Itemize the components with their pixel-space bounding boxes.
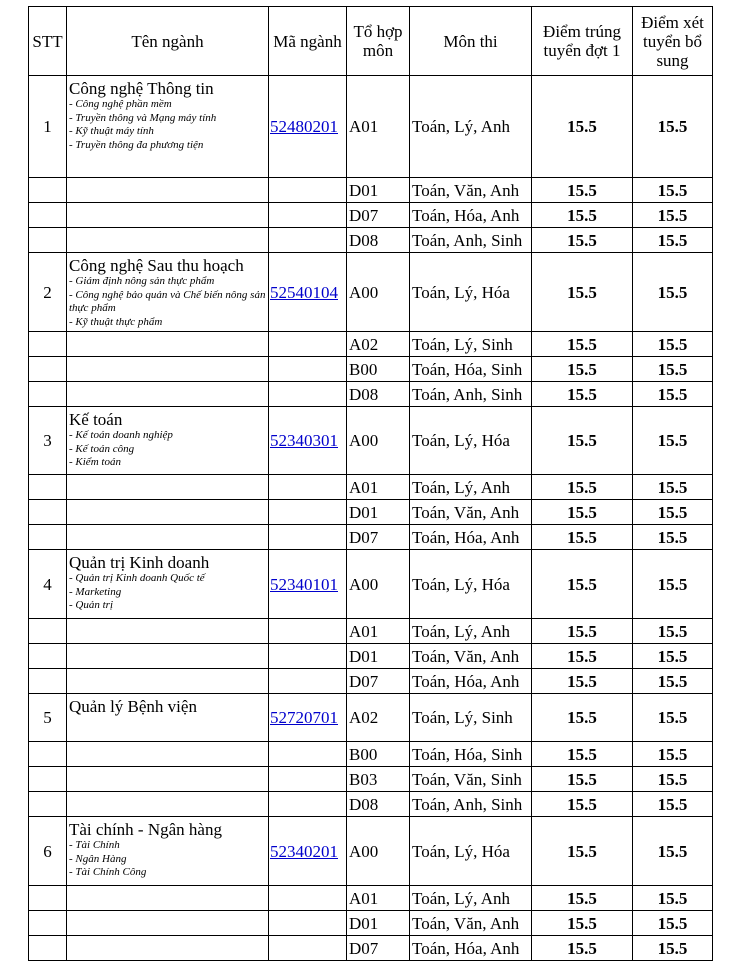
table-row (29, 382, 713, 407)
stt-cell-empty (29, 911, 67, 936)
subjects-cell: Toán, Lý, Anh (410, 76, 532, 178)
major-code-cell-empty (269, 203, 347, 228)
major-name-cell-empty (67, 767, 269, 792)
specialization-item: - Tài Chính (69, 839, 120, 851)
major-name-cell-empty (67, 382, 269, 407)
table-row (29, 644, 713, 669)
table-row (29, 253, 713, 332)
major-name-cell-empty (67, 332, 269, 357)
major-name-cell-empty (67, 525, 269, 550)
major-name-cell (67, 407, 269, 475)
stt-cell-empty (29, 669, 67, 694)
major-name: Công nghệ Sau thu hoạch (69, 256, 244, 275)
major-code-cell-empty (269, 767, 347, 792)
combo-cell: A00 (347, 550, 410, 619)
stt-cell-empty (29, 228, 67, 253)
major-code-cell-empty (269, 742, 347, 767)
score-round1-cell: 15.5 (532, 742, 633, 767)
stt-cell: 1 (29, 76, 67, 178)
table-row (29, 886, 713, 911)
combo-cell: A02 (347, 694, 410, 742)
table-row (29, 817, 713, 886)
major-code-cell-empty (269, 178, 347, 203)
specialization-item: - Kiểm toán (69, 456, 121, 468)
header-combo: Tổ hợp môn (347, 7, 410, 76)
subjects-cell: Toán, Văn, Anh (410, 911, 532, 936)
major-code-cell-empty (269, 382, 347, 407)
major-code-link[interactable]: 52540104 (270, 282, 338, 302)
combo-cell: D01 (347, 911, 410, 936)
major-name-cell-empty (67, 500, 269, 525)
table-row (29, 475, 713, 500)
score-supplement-cell: 15.5 (633, 253, 713, 332)
score-supplement-cell: 15.5 (633, 911, 713, 936)
subjects-cell: Toán, Hóa, Sinh (410, 357, 532, 382)
score-round1-cell: 15.5 (532, 669, 633, 694)
header-subjects: Môn thi (410, 7, 532, 76)
subjects-cell: Toán, Văn, Sinh (410, 767, 532, 792)
subjects-cell: Toán, Anh, Sinh (410, 382, 532, 407)
major-code-cell-empty (269, 619, 347, 644)
score-supplement-cell: 15.5 (633, 792, 713, 817)
subjects-cell: Toán, Lý, Anh (410, 475, 532, 500)
major-name-cell-empty (67, 669, 269, 694)
stt-cell-empty (29, 886, 67, 911)
score-round1-cell: 15.5 (532, 76, 633, 178)
major-code-cell (269, 76, 347, 178)
major-name-cell (67, 817, 269, 886)
score-supplement-cell: 15.5 (633, 525, 713, 550)
score-supplement-cell: 15.5 (633, 936, 713, 961)
combo-cell: A00 (347, 253, 410, 332)
stt-cell: 3 (29, 407, 67, 475)
score-supplement-cell: 15.5 (633, 76, 713, 178)
major-code-cell-empty (269, 228, 347, 253)
combo-cell: D01 (347, 644, 410, 669)
major-code-cell (269, 817, 347, 886)
score-round1-cell: 15.5 (532, 767, 633, 792)
stt-cell: 6 (29, 817, 67, 886)
table-row (29, 357, 713, 382)
score-supplement-cell: 15.5 (633, 500, 713, 525)
specialization-item: - Giám định nông sản thực phẩm (69, 275, 215, 287)
major-name-cell-empty (67, 203, 269, 228)
header-code: Mã ngành (269, 7, 347, 76)
table-row (29, 550, 713, 619)
score-round1-cell: 15.5 (532, 203, 633, 228)
major-code-cell (269, 253, 347, 332)
major-name-cell-empty (67, 619, 269, 644)
major-code-cell-empty (269, 500, 347, 525)
major-code-link[interactable]: 52480201 (270, 117, 338, 136)
stt-cell-empty (29, 382, 67, 407)
major-name-cell-empty (67, 936, 269, 961)
stt-cell: 2 (29, 253, 67, 332)
major-code-link[interactable]: 52340301 (270, 431, 338, 450)
specialization-item: - Marketing (69, 585, 122, 598)
header-stt: STT (29, 7, 67, 76)
subjects-cell: Toán, Anh, Sinh (410, 792, 532, 817)
major-code-cell-empty (269, 936, 347, 961)
table-row (29, 619, 713, 644)
score-supplement-cell: 15.5 (633, 228, 713, 253)
header-score-supplement: Điểm xét tuyển bổ sung (633, 7, 713, 76)
specialization-item: - Công nghệ phần mềm (69, 98, 172, 110)
combo-cell: A01 (347, 886, 410, 911)
specialization-item: - Kỹ thuật máy tính (69, 125, 154, 137)
major-code-cell (269, 407, 347, 475)
table-row (29, 407, 713, 475)
score-round1-cell: 15.5 (532, 382, 633, 407)
stt-cell-empty (29, 644, 67, 669)
table-row (29, 178, 713, 203)
score-round1-cell: 15.5 (532, 911, 633, 936)
score-supplement-cell: 15.5 (633, 550, 713, 619)
major-name-cell (67, 550, 269, 619)
admission-scores-table (28, 6, 713, 961)
major-code-cell-empty (269, 475, 347, 500)
major-name: Quản lý Bệnh viện (69, 697, 197, 716)
subjects-cell: Toán, Văn, Anh (410, 178, 532, 203)
major-name: Quản trị Kinh doanh (69, 553, 210, 572)
score-supplement-cell: 15.5 (633, 817, 713, 886)
table-row (29, 742, 713, 767)
stt-cell-empty (29, 619, 67, 644)
major-name-cell (67, 694, 269, 742)
score-supplement-cell: 15.5 (633, 407, 713, 475)
specialization-item: - Kỹ thuật thực phẩm (69, 315, 163, 328)
stt-cell-empty (29, 475, 67, 500)
subjects-cell: Toán, Lý, Sinh (410, 332, 532, 357)
subjects-cell: Toán, Hóa, Anh (410, 203, 532, 228)
table-row (29, 694, 713, 742)
subjects-cell: Toán, Văn, Anh (410, 500, 532, 525)
score-supplement-cell: 15.5 (633, 767, 713, 792)
specialization-item: - Kế toán doanh nghiệp (69, 429, 173, 441)
combo-cell: B00 (347, 357, 410, 382)
table-row (29, 669, 713, 694)
combo-cell: D01 (347, 178, 410, 203)
major-code-cell-empty (269, 644, 347, 669)
combo-cell: D08 (347, 382, 410, 407)
major-name-cell-empty (67, 178, 269, 203)
subjects-cell: Toán, Anh, Sinh (410, 228, 532, 253)
major-code-cell (269, 550, 347, 619)
stt-cell-empty (29, 178, 67, 203)
major-name: Công nghệ Thông tin (69, 79, 214, 98)
score-supplement-cell: 15.5 (633, 332, 713, 357)
stt-cell-empty (29, 203, 67, 228)
specialization-item: - Ngân Hàng (69, 852, 127, 865)
score-supplement-cell: 15.5 (633, 886, 713, 911)
combo-cell: A00 (347, 817, 410, 886)
score-supplement-cell: 15.5 (633, 382, 713, 407)
major-code-cell-empty (269, 911, 347, 936)
score-supplement-cell: 15.5 (633, 357, 713, 382)
subjects-cell: Toán, Lý, Anh (410, 886, 532, 911)
major-name: Kế toán (69, 410, 123, 429)
major-name-cell-empty (67, 911, 269, 936)
combo-cell: A01 (347, 76, 410, 178)
score-round1-cell: 15.5 (532, 253, 633, 332)
score-supplement-cell: 15.5 (633, 619, 713, 644)
header-row (29, 7, 713, 76)
subjects-cell: Toán, Lý, Anh (410, 619, 532, 644)
combo-cell: A00 (347, 407, 410, 475)
subjects-cell: Toán, Văn, Anh (410, 644, 532, 669)
stt-cell-empty (29, 500, 67, 525)
combo-cell: D07 (347, 203, 410, 228)
major-code-link[interactable]: 52340201 (270, 841, 338, 861)
subjects-cell: Toán, Lý, Hóa (410, 407, 532, 475)
table-row (29, 332, 713, 357)
header-name: Tên ngành (67, 7, 269, 76)
stt-cell-empty (29, 742, 67, 767)
score-round1-cell: 15.5 (532, 817, 633, 886)
major-code-cell-empty (269, 357, 347, 382)
major-code-cell-empty (269, 792, 347, 817)
score-round1-cell: 15.5 (532, 475, 633, 500)
score-supplement-cell: 15.5 (633, 178, 713, 203)
major-code-cell-empty (269, 332, 347, 357)
major-code-cell (269, 694, 347, 742)
table-row (29, 76, 713, 178)
score-round1-cell: 15.5 (532, 357, 633, 382)
major-code-cell-empty (269, 669, 347, 694)
subjects-cell: Toán, Lý, Sinh (410, 694, 532, 742)
major-name: Tài chính - Ngân hàng (69, 820, 222, 839)
subjects-cell: Toán, Hóa, Anh (410, 669, 532, 694)
combo-cell: D07 (347, 525, 410, 550)
stt-cell-empty (29, 525, 67, 550)
major-name-cell-empty (67, 792, 269, 817)
table-row (29, 500, 713, 525)
score-supplement-cell: 15.5 (633, 644, 713, 669)
score-supplement-cell: 15.5 (633, 742, 713, 767)
subjects-cell: Toán, Hóa, Anh (410, 525, 532, 550)
major-name-cell-empty (67, 228, 269, 253)
score-supplement-cell: 15.5 (633, 694, 713, 742)
stt-cell-empty (29, 357, 67, 382)
major-name-cell (67, 253, 269, 332)
stt-cell: 4 (29, 550, 67, 619)
major-code-link[interactable]: 52340101 (270, 574, 338, 594)
score-round1-cell: 15.5 (532, 525, 633, 550)
combo-cell: B03 (347, 767, 410, 792)
major-name-cell-empty (67, 357, 269, 382)
major-name-cell-empty (67, 644, 269, 669)
combo-cell: B00 (347, 742, 410, 767)
table-row (29, 792, 713, 817)
table-row (29, 203, 713, 228)
score-round1-cell: 15.5 (532, 178, 633, 203)
major-name-cell-empty (67, 475, 269, 500)
stt-cell-empty (29, 936, 67, 961)
score-round1-cell: 15.5 (532, 936, 633, 961)
major-code-cell-empty (269, 525, 347, 550)
score-supplement-cell: 15.5 (633, 203, 713, 228)
stt-cell-empty (29, 767, 67, 792)
table-row (29, 525, 713, 550)
table-row (29, 936, 713, 961)
specialization-item: - Tài Chính Công (69, 866, 147, 878)
subjects-cell: Toán, Hóa, Sinh (410, 742, 532, 767)
subjects-cell: Toán, Lý, Hóa (410, 253, 532, 332)
specialization-item: - Quản trị (69, 599, 113, 611)
score-supplement-cell: 15.5 (633, 475, 713, 500)
major-name-cell (67, 76, 269, 178)
major-name-cell-empty (67, 886, 269, 911)
combo-cell: D01 (347, 500, 410, 525)
combo-cell: A01 (347, 619, 410, 644)
combo-cell: D08 (347, 792, 410, 817)
subjects-cell: Toán, Hóa, Anh (410, 936, 532, 961)
stt-cell: 5 (29, 694, 67, 742)
score-round1-cell: 15.5 (532, 694, 633, 742)
major-code-cell-empty (269, 886, 347, 911)
score-round1-cell: 15.5 (532, 228, 633, 253)
score-supplement-cell: 15.5 (633, 669, 713, 694)
specialization-item: - Truyền thông đa phương tiện (69, 138, 204, 151)
combo-cell: D07 (347, 669, 410, 694)
table-row (29, 911, 713, 936)
specialization-item: - Kế toán công (69, 442, 135, 455)
score-round1-cell: 15.5 (532, 644, 633, 669)
score-round1-cell: 15.5 (532, 619, 633, 644)
subjects-cell: Toán, Lý, Hóa (410, 817, 532, 886)
table-row (29, 767, 713, 792)
combo-cell: A02 (347, 332, 410, 357)
major-code-link[interactable]: 52720701 (270, 708, 338, 727)
score-round1-cell: 15.5 (532, 500, 633, 525)
score-round1-cell: 15.5 (532, 550, 633, 619)
header-score-round1: Điểm trúng tuyển đợt 1 (532, 7, 633, 76)
combo-cell: D07 (347, 936, 410, 961)
stt-cell-empty (29, 332, 67, 357)
stt-cell-empty (29, 792, 67, 817)
score-round1-cell: 15.5 (532, 332, 633, 357)
score-round1-cell: 15.5 (532, 407, 633, 475)
subjects-cell: Toán, Lý, Hóa (410, 550, 532, 619)
score-round1-cell: 15.5 (532, 886, 633, 911)
major-name-cell-empty (67, 742, 269, 767)
specialization-item: - Quản trị Kinh doanh Quốc tế (69, 572, 205, 584)
specialization-item: - Truyền thông và Mạng máy tính (69, 111, 217, 124)
specialization-item: - Công nghệ bảo quản và Chế biến nông sản thực phẩm (69, 288, 266, 314)
combo-cell: A01 (347, 475, 410, 500)
combo-cell: D08 (347, 228, 410, 253)
score-round1-cell: 15.5 (532, 792, 633, 817)
table-row (29, 228, 713, 253)
